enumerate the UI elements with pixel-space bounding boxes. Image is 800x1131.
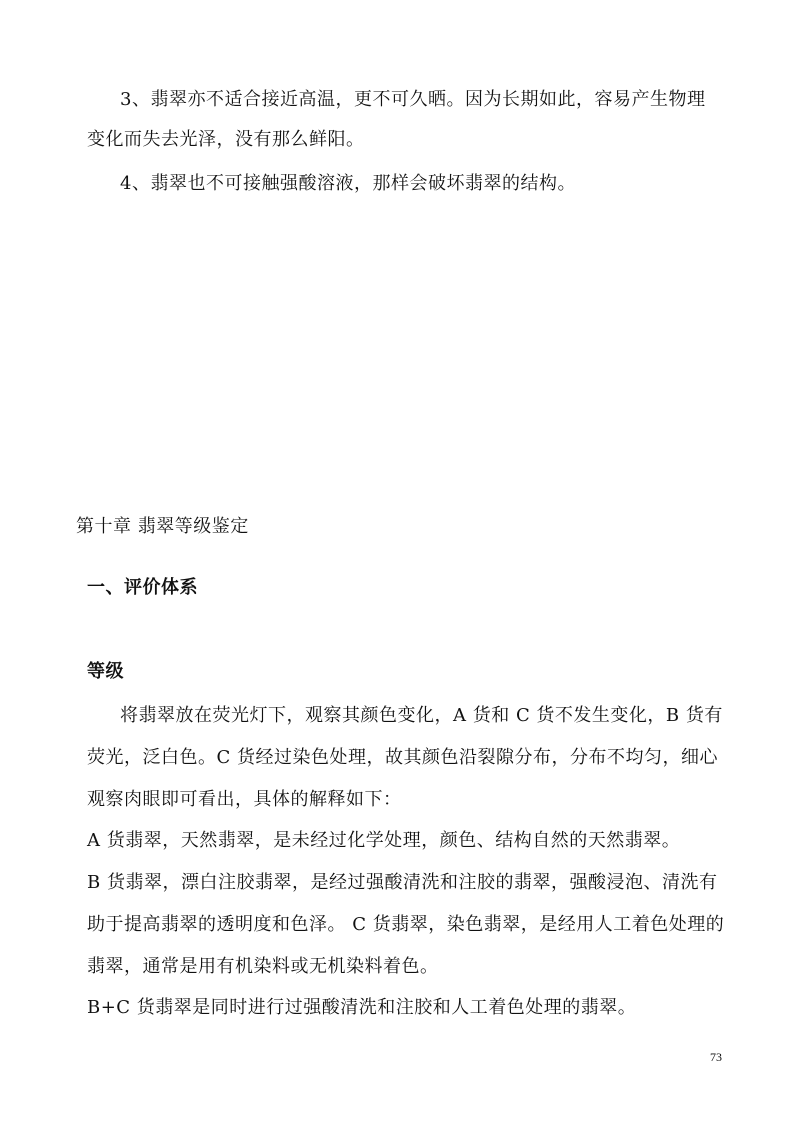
chapter-title: 第十章 翡翠等级鉴定 — [76, 516, 249, 537]
section-heading: 一、评价体系 — [87, 577, 198, 598]
page-number: 73 — [710, 1050, 722, 1064]
item-4: 4、翡翠也不可接触强酸溶液，那样会破坏翡翠的结构。 — [120, 173, 576, 194]
item-3-line-2: 变化而失去光泽，没有那么鲜阳。 — [87, 129, 365, 150]
a-grade-description: A 货翡翠，天然翡翠，是未经过化学处理，颜色、结构自然的天然翡翠。 — [87, 830, 681, 851]
b-grade-line-1: B 货翡翠，漂白注胶翡翠，是经过强酸清洗和注胶的翡翠，强酸浸泡、清洗有 — [87, 872, 718, 893]
grade-intro-line-1: 将翡翠放在荧光灯下，观察其颜色变化，A 货和 C 货不发生变化，B 货有 — [120, 705, 723, 726]
item-3-line-1: 3、翡翠亦不适合接近高温，更不可久晒。因为长期如此，容易产生物理 — [120, 89, 706, 110]
grade-intro-line-3: 观察肉眼即可看出，具体的解释如下： — [87, 789, 402, 810]
bc-grade-description: B+C 货翡翠是同时进行过强酸清洗和注胶和人工着色处理的翡翠。 — [87, 997, 637, 1018]
grade-intro-line-2: 荧光，泛白色。C 货经过染色处理，故其颜色沿裂隙分布，分布不均匀，细心 — [87, 747, 718, 768]
grade-subheading: 等级 — [87, 661, 124, 682]
b-grade-line-3: 翡翠，通常是用有机染料或无机染料着色。 — [87, 956, 439, 977]
b-grade-line-2: 助于提高翡翠的透明度和色泽。 C 货翡翠，染色翡翠，是经用人工着色处理的 — [87, 914, 725, 935]
